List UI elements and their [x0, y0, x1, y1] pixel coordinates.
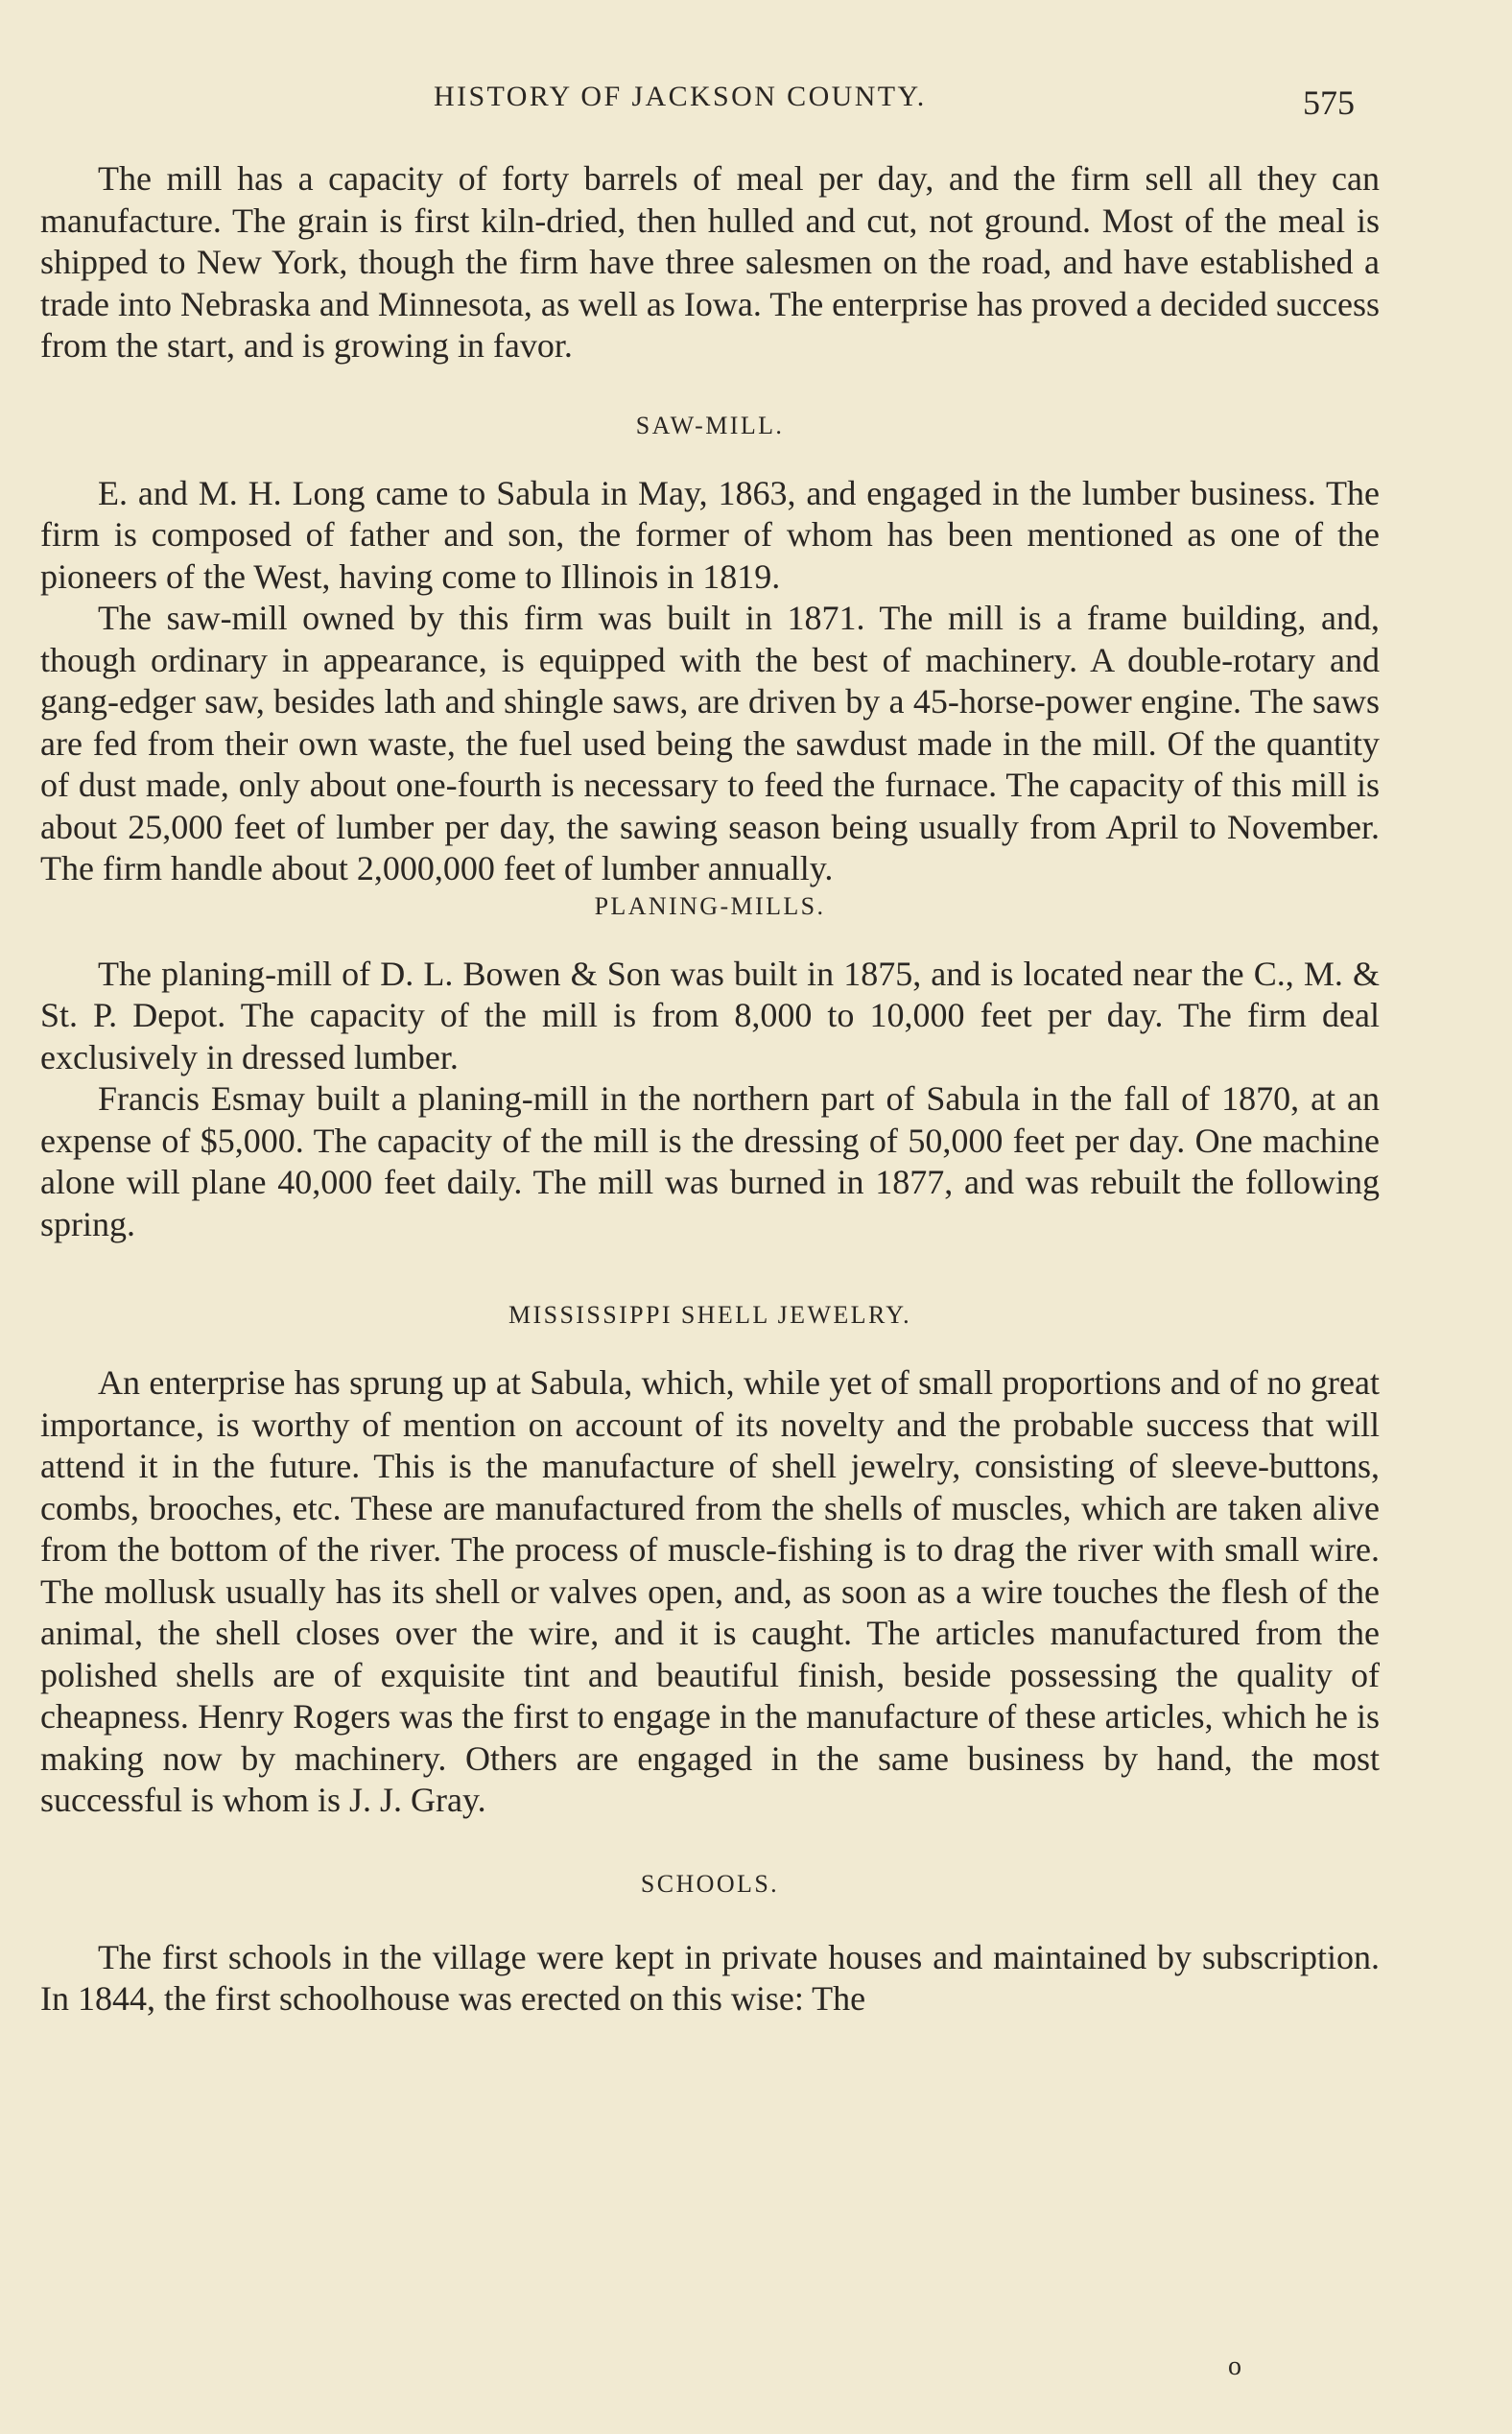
paragraph-bowen-mill: The planing-mill of D. L. Bowen & Son was built in 1875, and is located near the C., M. & St. P. Depot. The capacity of the mill is from 8,000 to 10,000 feet per day. The firm deal exclusively in dressed lumber.: [40, 954, 1380, 1076]
heading-schools: SCHOOLS.: [640, 1869, 780, 1898]
heading-saw-mill: SAW-MILL.: [635, 411, 785, 439]
page-number: 575: [1303, 83, 1355, 122]
paragraph-saw-mill: The saw-mill owned by this firm was built in 1871. The mill is a frame building, and, though ordinary in appearance, is equipped with the best of machinery. A double-rotary and gang-edger saw, besides lath and shingle saws, are driven by a 45-horse-power engine. The saws are fed from their own waste, the fuel used being the sawdust made in the mill. Of the quantity of dust made, only about one-fourth is necessary to feed the furnace. The capacity of this mill is about 25,000 feet of lumber per day, the sawing season being usually from April to November. The firm handle about 2,000,000 feet of lumber annually.: [40, 599, 1380, 887]
running-title: HISTORY OF JACKSON COUNTY.: [434, 81, 927, 112]
paragraph-mill-capacity: The mill has a capacity of forty barrels of meal per day, and the firm sell all they can manufacture. The grain is first kiln-dried, then hulled and cut, not ground. Most of the meal is shipped to New York, though the firm have three salesmen on the road, and have established a trade into Nebraska and Minnesota, as well as Iowa. The enterprise has proved a decided success from the start, and is growing in favor.: [40, 159, 1380, 365]
heading-planing-mills: PLANING-MILLS.: [594, 891, 826, 920]
body-text: [40, 158, 1380, 2020]
signature-mark: o: [1228, 2351, 1241, 2381]
paragraph-shell-jewelry: An enterprise has sprung up at Sabula, which, while yet of small proportions and of no great importance, is worthy of mention on account of its novelty and the probable success that will attend it in the future. This is the manufacture of shell jewelry, consisting of sleeve-buttons, combs, brooches, etc. These are manufactured from the shells of muscles, which are taken alive from the bottom of the river. The process of muscle-fishing is to drag the river with small wire. The mollusk usually has its shell or valves open, and, as soon as a wire touches the flesh of the animal, the shell closes over the wire, and it is caught. The articles manufactured from the polished shells are of exquisite tint and beautiful finish, beside possessing the quality of cheapness. Henry Rogers was the first to engage in the manufacture of these articles, which he is making now by machinery. Others are engaged in the same business by hand, the most successful is whom is J. J. Gray.: [40, 1363, 1380, 1819]
paragraph-esmay-mill: Francis Esmay built a planing-mill in the northern part of Sabula in the fall of 1870, at an expense of $5,000. The capacity of the mill is the dressing of 50,000 feet per day. One machine alone will plane 40,000 feet daily. The mill was burned in 1877, and was rebuilt the following spring.: [40, 1079, 1380, 1243]
heading-shell-jewelry: MISSISSIPPI SHELL JEWELRY.: [508, 1301, 911, 1329]
paragraph-schools: The first schools in the village were kept in private houses and maintained by subscription. In 1844, the first schoolhouse was erected on this wise: The: [40, 1937, 1380, 2018]
paragraph-long-lumber: E. and M. H. Long came to Sabula in May, 1863, and engaged in the lumber business. The firm is composed of father and son, the former of whom has been mentioned as one of the pioneers of the West, having come to Illinois in 1819.: [40, 473, 1380, 596]
